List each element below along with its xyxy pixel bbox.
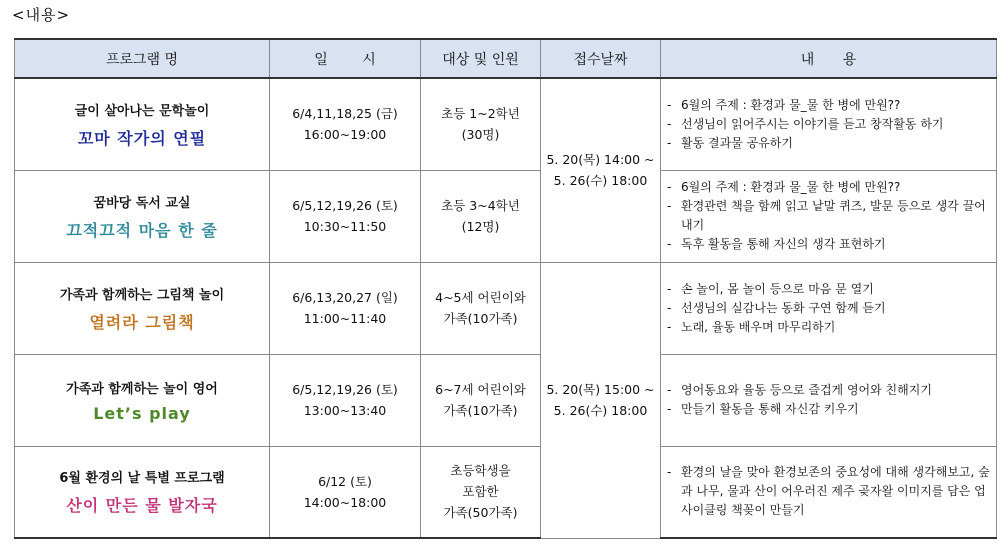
schedule-cell xyxy=(270,446,421,538)
target-cell xyxy=(421,446,541,538)
header-registration: 접수날짜 xyxy=(541,39,661,78)
target-line: 초등학생을 xyxy=(450,463,511,479)
program-title: 끄적끄적 마음 한 줄 xyxy=(66,220,218,240)
content-item: - 활동 결과물 공유하기 xyxy=(667,134,992,153)
content-item: - 노래, 율동 배우며 마무리하기 xyxy=(667,318,992,337)
schedule-time: 11:00~11:40 xyxy=(303,311,387,326)
program-name: 가족과 함께하는 그림책 놀이 xyxy=(59,287,225,303)
header-target: 대상 및 인원 xyxy=(421,39,541,78)
schedule-cell xyxy=(270,354,421,446)
schedule-date: 6/12 (토) xyxy=(318,473,372,489)
table-row xyxy=(15,78,997,170)
content-cell xyxy=(661,446,997,538)
registration-end: 5. 26(수) 18:00 xyxy=(553,403,648,418)
content-item: - 환경의 날을 맞아 환경보존의 중요성에 대해 생각해보고, 숲과 나무, 물과 산이 어우러진 제주 곶자왈 이미지를 담은 업사이클링 책꽂이 만들기 xyxy=(667,463,992,520)
program-name: 가족과 함께하는 놀이 영어 xyxy=(66,381,218,397)
content-list xyxy=(667,463,992,520)
program-title: 산이 만든 물 발자국 xyxy=(66,496,218,516)
program-cell xyxy=(15,170,270,262)
target-cell xyxy=(421,262,541,354)
content-item: - 환경관련 책을 함께 읽고 낱말 퀴즈, 발문 등으로 생각 끌어내기 xyxy=(667,197,992,235)
content-item: - 독후 활동을 통해 자신의 생각 표현하기 xyxy=(667,235,992,254)
target-cell xyxy=(421,78,541,170)
registration-start: 5. 20(목) 15:00 ~ xyxy=(546,382,655,397)
target-cell xyxy=(421,170,541,262)
content-item: - 선생님의 실감나는 동화 구연 함께 듣기 xyxy=(667,299,992,318)
table-row xyxy=(15,262,997,354)
content-item: - 손 놀이, 몸 놀이 등으로 마음 문 열기 xyxy=(667,280,992,299)
target-line: 6~7세 어린이와 xyxy=(435,382,526,397)
header-schedule: 일 시 xyxy=(270,39,421,78)
content-list xyxy=(667,381,992,419)
schedule-time: 13:00~13:40 xyxy=(303,403,387,418)
content-item: - 6월의 주제 : 환경과 물_물 한 병에 만원?? xyxy=(667,178,992,197)
registration-cell xyxy=(541,78,661,262)
program-table xyxy=(14,38,997,539)
content-item: - 영어동요와 율동 등으로 즐겁게 영어와 친해지기 xyxy=(667,381,992,400)
program-name: 꿈바당 독서 교실 xyxy=(93,195,191,211)
schedule-cell xyxy=(270,262,421,354)
program-title: Let’s play xyxy=(93,403,191,423)
content-item: - 6월의 주제 : 환경과 물_물 한 병에 만원?? xyxy=(667,96,992,115)
program-title: 열려라 그림책 xyxy=(89,312,195,332)
content-cell xyxy=(661,262,997,354)
registration-cell xyxy=(541,262,661,538)
header-program-name: 프로그램 명 xyxy=(15,39,270,78)
schedule-date: 6/5,12,19,26 (토) xyxy=(292,198,398,213)
schedule-date: 6/4,11,18,25 (금) xyxy=(292,106,398,122)
target-line: (30명) xyxy=(461,127,500,143)
content-cell xyxy=(661,354,997,446)
registration-start: 5. 20(목) 14:00 ~ xyxy=(546,152,655,168)
program-cell xyxy=(15,446,270,538)
program-title: 꼬마 작가의 연필 xyxy=(77,128,207,148)
content-cell xyxy=(661,170,997,262)
content-list xyxy=(667,178,992,254)
header-content: 내 용 xyxy=(661,39,997,78)
registration-end: 5. 26(수) 18:00 xyxy=(553,173,648,189)
schedule-cell xyxy=(270,170,421,262)
program-name: 글이 살아나는 문학놀이 xyxy=(74,103,210,119)
content-list xyxy=(667,280,992,337)
content-list xyxy=(667,96,992,153)
section-heading: <내용> xyxy=(12,6,71,24)
schedule-date: 6/5,12,19,26 (토) xyxy=(292,382,398,397)
target-line: (12명) xyxy=(461,219,500,234)
table-row xyxy=(15,446,997,538)
target-line: 4~5세 어린이와 xyxy=(435,290,526,305)
target-line: 가족(10가족) xyxy=(443,311,518,326)
target-line: 초등 3~4학년 xyxy=(441,198,520,213)
table-row xyxy=(15,170,997,262)
schedule-cell xyxy=(270,78,421,170)
program-cell xyxy=(15,78,270,170)
target-line: 초등 1~2학년 xyxy=(441,106,520,122)
target-line: 가족(50가족) xyxy=(443,505,518,521)
schedule-time: 14:00~18:00 xyxy=(303,494,387,510)
table-row xyxy=(15,354,997,446)
schedule-time: 10:30~11:50 xyxy=(303,219,387,234)
program-cell xyxy=(15,262,270,354)
content-cell xyxy=(661,78,997,170)
target-cell xyxy=(421,354,541,446)
program-name: 6월 환경의 날 특별 프로그램 xyxy=(59,471,225,487)
content-item: - 만들기 활동을 통해 자신감 키우기 xyxy=(667,400,992,419)
schedule-date: 6/6,13,20,27 (일) xyxy=(292,290,398,305)
content-item: - 선생님이 읽어주시는 이야기를 듣고 창작활동 하기 xyxy=(667,115,992,134)
target-line: 포함한 xyxy=(462,484,499,500)
program-cell xyxy=(15,354,270,446)
schedule-time: 16:00~19:00 xyxy=(303,127,387,143)
target-line: 가족(10가족) xyxy=(443,403,518,418)
header-row xyxy=(15,39,997,78)
